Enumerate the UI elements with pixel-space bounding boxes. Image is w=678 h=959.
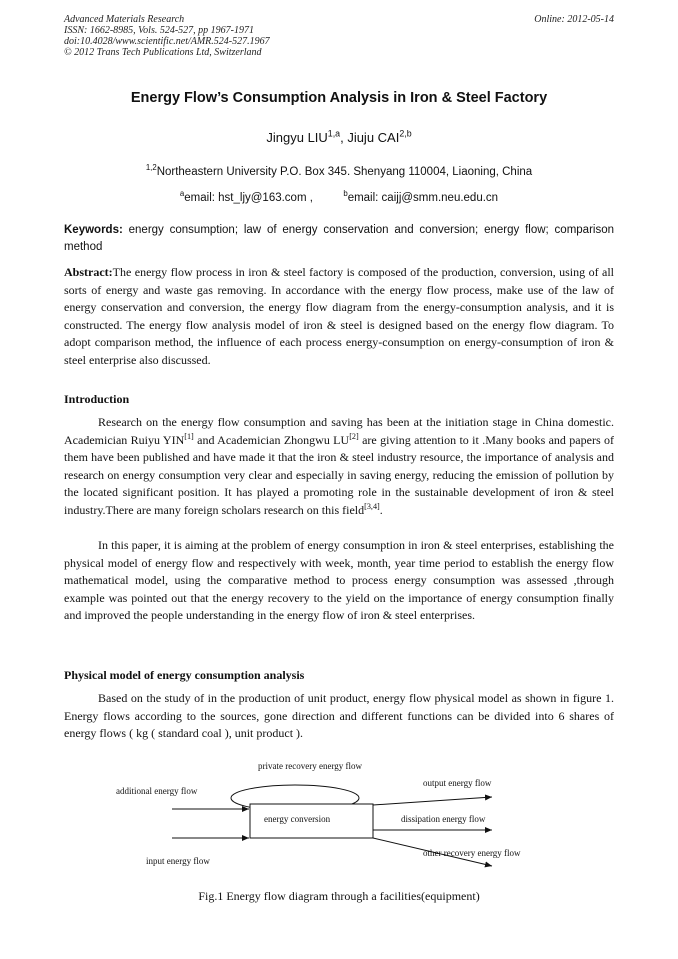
paragraph: Based on the study of in the production of unit product, energy flow physical model as shown in figure 1. Energy flows according to the sources, gone direction and different functions can be divided into 6 shares of energy flows ( kg ( standard coal ), unit product ). (64, 691, 614, 741)
output-flow-arrow (373, 797, 492, 805)
paragraph-text: Research on the energy flow consumption and saving has been at the initiation stage in China domestic. Academician Ruiyu YIN (64, 415, 614, 447)
output-label: output energy flow (423, 778, 492, 788)
keywords-text: energy consumption; law of energy conservation and conversion; energy flow; comparison method (64, 224, 614, 253)
email-line (0, 189, 678, 204)
journal-name: Advanced Materials Research (64, 14, 185, 25)
paragraph-text: and Academician Zhongwu LU (193, 432, 350, 447)
online-date: Online: 2012-05-14 (534, 14, 614, 25)
paragraph: In this paper, it is aiming at the problem of energy consumption in iron & steel enterprises, establishing the physical model of energy flow and respectively with week, month, year time period to establish the energy flow mathematical model, using the comparative method to process energy consumption was assessed ,through example was pointed out that the energy recovery to the yield on the importance of energy consumption finally and improved the people understanding in the energy flow of iron & steel enterprises. (64, 538, 614, 623)
section-heading: Physical model of energy consumption analysis (64, 668, 305, 682)
energy-flow-diagram (100, 756, 580, 881)
abstract (64, 264, 614, 370)
affiliation-superscript: 1,2 (145, 163, 157, 173)
author-superscript: 2,b (399, 128, 412, 139)
paragraph-text: . (379, 502, 383, 517)
input-label: input energy flow (146, 856, 210, 866)
conversion-label: energy conversion (264, 814, 331, 824)
author-separator: , (340, 130, 348, 145)
citation: [1] (184, 431, 194, 441)
author-superscript: 1,a (327, 128, 341, 139)
figure-caption: Fig.1 Energy flow diagram through a facilities(equipment) (198, 889, 480, 903)
paragraph-text: are giving attention to it .Many books and papers of them have been published and have made it that the iron & steel industry resource, the importance of analysis and research on energy consumption very clear and especially in saving energy, reducing the emission of pollution by the located significant position. It has played a promoting role in the sustainable development of iron & steel industry.There are many foreign scholars research on this field (64, 432, 614, 517)
citation: [2] (349, 431, 359, 441)
section-heading: Introduction (64, 392, 130, 406)
keywords-label: Keywords: (64, 224, 123, 236)
abstract-label: Abstract: (64, 265, 113, 279)
paper-title: Energy Flow’s Consumption Analysis in Iron & Steel Factory (130, 90, 548, 106)
doi-line: doi:10.4028/www.scientific.net/AMR.524-527.1967 (64, 36, 270, 47)
additional-label: additional energy flow (116, 786, 198, 796)
author-name: Jiuju CAI (347, 130, 400, 145)
paragraph (64, 414, 614, 520)
email-superscript: a (179, 189, 185, 199)
dissipation-label: dissipation energy flow (401, 814, 486, 824)
journal-header (64, 14, 270, 58)
other-recovery-label: other recovery energy flow (423, 848, 521, 858)
keywords (64, 222, 614, 256)
author-line (0, 130, 678, 145)
affiliation (0, 163, 678, 178)
email-superscript: b (343, 189, 348, 199)
private-recovery-label: private recovery energy flow (258, 761, 363, 771)
email-b: email: caijj@smm.neu.edu.cn (347, 192, 499, 204)
copyright-line: © 2012 Trans Tech Publications Ltd, Switzerland (64, 47, 262, 58)
citation: [3,4] (364, 501, 380, 511)
affiliation-text: Northeastern University P.O. Box 345. Shenyang 110004, Liaoning, China (156, 166, 533, 178)
email-a: email: hst_ljy@163.com , (184, 192, 313, 204)
author-name: Jingyu LIU (266, 130, 328, 145)
issn-line: ISSN: 1662-8985, Vols. 524-527, pp 1967-1971 (64, 25, 254, 36)
abstract-text: The energy flow process in iron & steel factory is composed of the production, conversion, using of all sorts of energy and waste gas removing. In accordance with the energy flow process, make use of the law of energy conservation and conversion, the energy flow diagram from the energy-consumption analysis, and it is constructed. The energy flow analysis model of iron & steel is designed based on the energy flow diagram. To adopt comparison method, the influence of each process energy-consumption on energy-consumption of iron & steel enterprise also discussed. (64, 265, 614, 367)
